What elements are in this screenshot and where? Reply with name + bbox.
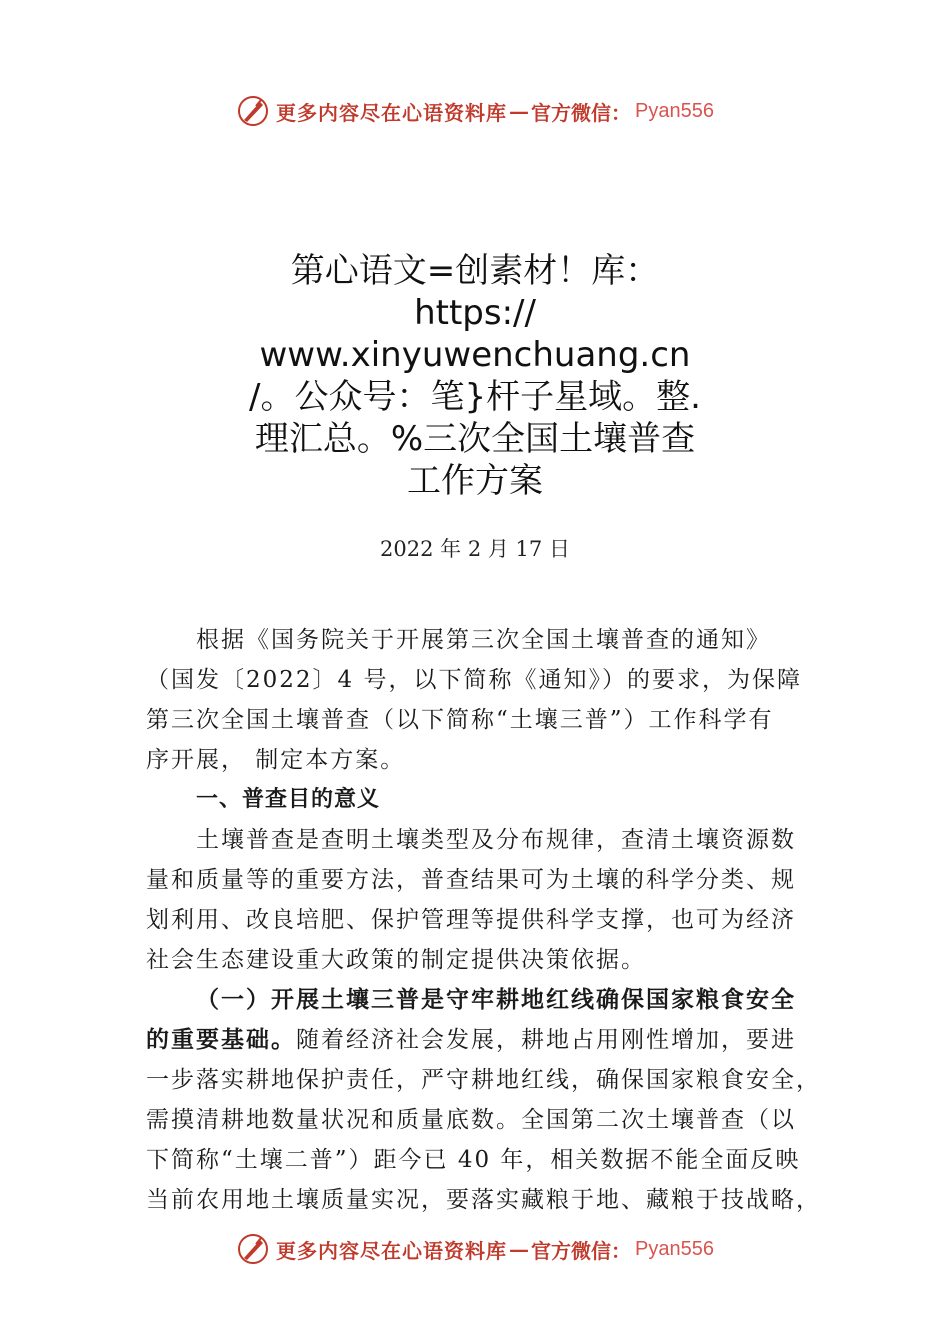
text-line: 根据《国务院关于开展第三次全国土壤普查的通知》 (196, 627, 771, 653)
text-span: 随着经济社会发展，耕地占用刚性增加，要进 (296, 1027, 796, 1053)
quill-pen-logo-icon (236, 1232, 270, 1266)
paragraph-purpose (146, 820, 811, 980)
banner-wechat-id: Pyan556 (635, 99, 714, 122)
text-line: 序开展， 制定本方案。 (146, 747, 406, 773)
banner-text: 更多内容尽在心语资料库 (276, 1238, 508, 1263)
document-body (146, 620, 821, 1220)
title-line: 工作方案 (407, 461, 543, 501)
text-line: 当前农用地土壤质量实况，要落实藏粮于地、藏粮于技战略， (146, 1187, 821, 1213)
banner-text: 更多内容尽在心语资料库 (276, 100, 508, 125)
banner-separator: — (509, 1237, 530, 1261)
text-line: 量和质量等的重要方法，普查结果可为土壤的科学分类、规 (146, 867, 796, 893)
title-line: www.xinyuwenchuang.cn (259, 335, 691, 375)
banner-wechat-label: 官方微信： (531, 1238, 632, 1263)
text-line: 需摸清耕地数量状况和质量底数。全国第二次土壤普查（以 (146, 1107, 796, 1133)
text-line: 下简称“土壤二普”）距今已 40 年，相关数据不能全面反映 (146, 1147, 801, 1173)
title-line: 理汇总。%三次全国土壤普查 (254, 419, 696, 459)
paragraph-subsection-1 (146, 980, 821, 1220)
title-line: /。公众号：笔}杆子星域。整. (249, 377, 701, 417)
title-line: https:// (414, 293, 536, 333)
text-line: 第三次全国土壤普查（以下简称“土壤三普”）工作科学有 (146, 707, 774, 733)
document-date: 2022 年 2 月 17 日 (380, 537, 570, 561)
text-line: 划利用、改良培肥、保护管理等提供科学支撑，也可为经济 (146, 907, 796, 933)
section-heading: 一、普查目的意义 (196, 787, 381, 812)
quill-pen-logo-icon (236, 94, 270, 128)
document-title (180, 250, 770, 502)
title-line: 第心语文=创素材！库： (290, 251, 660, 291)
subsection-heading-cont: 的重要基础。 (146, 1026, 296, 1053)
subsection-heading: （一）开展土壤三普是守牢耕地红线确保国家粮食安全 (196, 986, 796, 1013)
text-line: 社会生态建设重大政策的制定提供决策依据。 (146, 947, 646, 973)
footer-banner (0, 1232, 950, 1266)
paragraph-intro (146, 620, 811, 780)
banner-wechat-id: Pyan556 (635, 1237, 714, 1260)
header-banner (0, 94, 950, 128)
text-line: 土壤普查是查明土壤类型及分布规律，查清土壤资源数 (196, 827, 796, 853)
banner-separator: — (509, 99, 530, 123)
banner-wechat-label: 官方微信： (531, 100, 632, 125)
text-line: （国发〔2022〕4 号，以下简称《通知》）的要求，为保障 (146, 667, 802, 693)
text-line: 一步落实耕地保护责任，严守耕地红线，确保国家粮食安全， (146, 1067, 821, 1093)
